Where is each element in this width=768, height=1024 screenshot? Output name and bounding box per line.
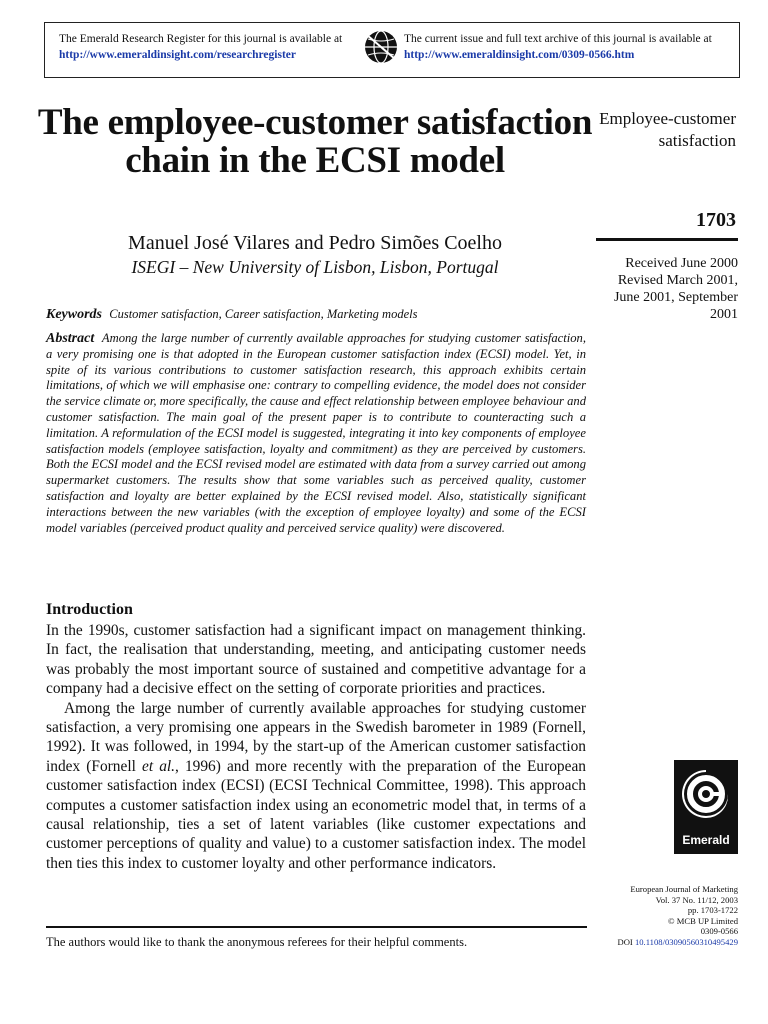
- paragraph: [46, 699, 586, 874]
- abstract-text: Among the large number of currently available approaches for studying customer satisfaction, a very promising one is that adopted in the European customer satisfaction index (ECSI) model. Yet, in spite of its various contributions to customer satisfaction research, this approach exhibits certain limitations, of which we will emphasise one: contrary to compelling evidence, the model does not consider the service climate or, more specifically, the cause and effect relationship between employee behaviour and customer satisfaction. The main goal of the present paper is to contribute to counteracting such a limitation. A reformulation of the ECSI model is suggested, integrating it into key components of employee satisfaction models (employee satisfaction, loyalty and commitment) as they are perceived by customers. Both the ECSI model and the ECSI revised model are estimated with data from a survey carried out among supermarket customers. The results show that some variables such as perceived quality, customer satisfaction and loyalty are better explained by the ECSI revised model. Also, statistically significant interactions between the new variables (with the exception of employee loyalty) and some of the ECSI model variables (perceived product quality and perceived service quality) were discovered.: [46, 331, 587, 535]
- emerald-logo: [674, 760, 738, 854]
- footnote-divider: [46, 926, 587, 928]
- running-head: Employee-customer satisfaction: [599, 109, 736, 150]
- section-heading-introduction: Introduction: [46, 601, 133, 618]
- journal-pages: pp. 1703-1722: [687, 905, 738, 916]
- journal-issn: 0309-0566: [700, 926, 738, 937]
- full-text-archive-text: The current issue and full text archive of this journal is available at: [404, 33, 712, 45]
- paragraph-text: Among the large number of currently available approaches for studying customer satisfaction, a very promising one appears in the Swedish barometer in 1989 (Fornell, 1992). It was followed, in 1994, by the start-up of the American customer satisfaction index (Fornell: [46, 699, 586, 775]
- journal-doi: [596, 937, 738, 948]
- citation-etal: et al.: [141, 757, 176, 775]
- journal-info: [596, 884, 738, 948]
- journal-volume: Vol. 37 No. 11/12, 2003: [655, 894, 738, 905]
- keywords: [46, 305, 586, 324]
- paragraph: In the 1990s, customer satisfaction had a significant impact on management thinking. In fact, the realisation that understanding, meeting, and anticipating customer needs was probably the most important source of sustained and competitive advantage for a company had a decisive effect on the setting of corporate priorities and practices.: [46, 622, 586, 698]
- paragraph-text: , 1996) and more recently with the preparation of the European customer satisfaction index (ECSI) (ECSI Technical Committee, 1998). This approach computes a customer satisfaction index using an econometric model that, in terms of a causal relationship, ties a set of latent variables (like customer expectations and customer perceptions of quality and value) to a customer satisfaction index. The model then ties this index to customer loyalty and other performance indicators.: [46, 757, 586, 872]
- journal-header-box: [44, 22, 740, 78]
- article-title: The employee-customer satisfaction chain in the ECSI model: [37, 102, 593, 181]
- abstract: [46, 331, 586, 536]
- introduction-body: [46, 621, 586, 873]
- keywords-label: Keywords: [46, 307, 102, 322]
- author-affiliation: ISEGI – New University of Lisbon, Lisbon, Portugal: [131, 257, 499, 277]
- research-register-link[interactable]: http://www.emeraldinsight.com/researchregister: [59, 49, 296, 61]
- journal-publisher: © MCB UP Limited: [668, 915, 738, 926]
- globe-icon: [363, 29, 399, 65]
- margin-divider: [596, 238, 738, 241]
- research-register-text: The Emerald Research Register for this journal is available at: [59, 33, 343, 45]
- full-text-archive-notice: [404, 31, 712, 63]
- acknowledgement-footnote: The authors would like to thank the anonymous referees for their helpful comments.: [46, 935, 468, 949]
- research-register-notice: [59, 31, 342, 63]
- abstract-label: Abstract: [46, 331, 95, 346]
- doi-link[interactable]: 10.1108/03090560310495429: [634, 936, 738, 947]
- logo-text: Emerald: [682, 833, 730, 847]
- keywords-text: Customer satisfaction, Career satisfaction, Marketing models: [109, 307, 418, 321]
- journal-name: European Journal of Marketing: [630, 884, 738, 894]
- page-number: 1703: [696, 209, 736, 231]
- full-text-archive-link[interactable]: http://www.emeraldinsight.com/0309-0566.htm: [404, 49, 635, 61]
- article-authors: Manuel José Vilares and Pedro Simões Coelho: [128, 232, 502, 254]
- doi-label: DOI: [617, 936, 633, 947]
- received-dates: Received June 2000 Revised March 2001, June 2001, September 2001: [613, 256, 738, 322]
